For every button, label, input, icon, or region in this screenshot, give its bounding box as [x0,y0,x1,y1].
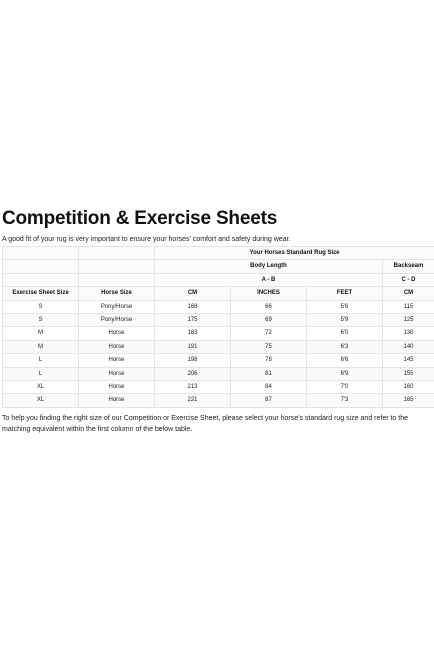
cell-horse-size: Horse [79,354,155,367]
cell-feet: 5'6 [307,300,383,313]
cell-sheet-size: M [3,327,79,340]
cell-backseam-cm: 145 [383,354,434,367]
cell-horse-size: Horse [79,340,155,353]
cell-backseam-cm: 165 [383,394,434,407]
table-row [3,354,434,367]
column-header-backseam-cm: CM [383,287,434,300]
cell-inches: 66 [231,300,307,313]
cell-horse-size: Pony/Horse [79,300,155,313]
cell-cm: 198 [155,354,231,367]
cell-cm: 221 [155,394,231,407]
page-title: Competition & Exercise Sheets [2,208,278,229]
table-row [3,340,434,353]
cell-horse-size: Horse [79,327,155,340]
header-blank-cell [3,247,79,260]
cell-cm: 191 [155,340,231,353]
cell-inches: 72 [231,327,307,340]
cell-feet: 5'9 [307,314,383,327]
cell-feet: 7'0 [307,381,383,394]
cell-inches: 69 [231,314,307,327]
cell-sheet-size: XL [3,381,79,394]
column-header-feet: FEET [307,287,383,300]
table-row [3,327,434,340]
cell-feet: 6'0 [307,327,383,340]
cell-backseam-cm: 155 [383,367,434,380]
cell-horse-size: Horse [79,381,155,394]
intro-text: A good fit of your rug is very important to ensure your horses' comfort and safety during wear. [2,236,291,243]
cell-inches: 78 [231,354,307,367]
column-header-inches: INCHES [231,287,307,300]
header-standard-rug-size: Your Horses Standard Rug Size [155,247,434,260]
header-blank-cell [3,273,79,286]
cell-backseam-cm: 125 [383,314,434,327]
header-body-length: Body Length [155,260,383,273]
table-row [3,314,434,327]
cell-sheet-size: S [3,314,79,327]
header-row-columns [3,287,434,300]
header-row-points [3,273,434,286]
cell-sheet-size: S [3,300,79,313]
table-row [3,367,434,380]
header-row-group [3,247,434,260]
cell-cm: 168 [155,300,231,313]
table-row [3,394,434,407]
cell-sheet-size: L [3,354,79,367]
cell-sheet-size: L [3,367,79,380]
column-header-sheet-size: Exercise Sheet Size [3,287,79,300]
cell-backseam-cm: 115 [383,300,434,313]
cell-inches: 84 [231,381,307,394]
cell-horse-size: Pony/Horse [79,314,155,327]
column-header-horse-size: Horse Size [79,287,155,300]
header-cd: C - D [383,273,434,286]
cell-feet: 6'3 [307,340,383,353]
cell-inches: 75 [231,340,307,353]
cell-horse-size: Horse [79,394,155,407]
cell-backseam-cm: 140 [383,340,434,353]
cell-feet: 6'9 [307,367,383,380]
cell-feet: 7'3 [307,394,383,407]
header-ab: A - B [155,273,383,286]
cell-backseam-cm: 130 [383,327,434,340]
cell-cm: 213 [155,381,231,394]
cell-sheet-size: M [3,340,79,353]
footnote-text: To help you finding the right size of our Competition or Exercise Sheet, please select your horse's standard rug size and refer to the matching equivalent within the first column of the below table. [2,414,409,433]
header-backseam: Backseam [383,260,434,273]
size-table [2,246,434,408]
table-row [3,300,434,313]
cell-inches: 81 [231,367,307,380]
header-blank-cell [79,247,155,260]
header-blank-cell [79,273,155,286]
column-header-cm: CM [155,287,231,300]
cell-horse-size: Horse [79,367,155,380]
header-row-measure [3,260,434,273]
cell-sheet-size: XL [3,394,79,407]
cell-feet: 6'6 [307,354,383,367]
header-blank-cell [3,260,79,273]
cell-cm: 206 [155,367,231,380]
table-row [3,381,434,394]
cell-cm: 183 [155,327,231,340]
header-blank-cell [79,260,155,273]
cell-backseam-cm: 160 [383,381,434,394]
cell-inches: 87 [231,394,307,407]
size-guide-section [2,208,434,435]
cell-cm: 175 [155,314,231,327]
